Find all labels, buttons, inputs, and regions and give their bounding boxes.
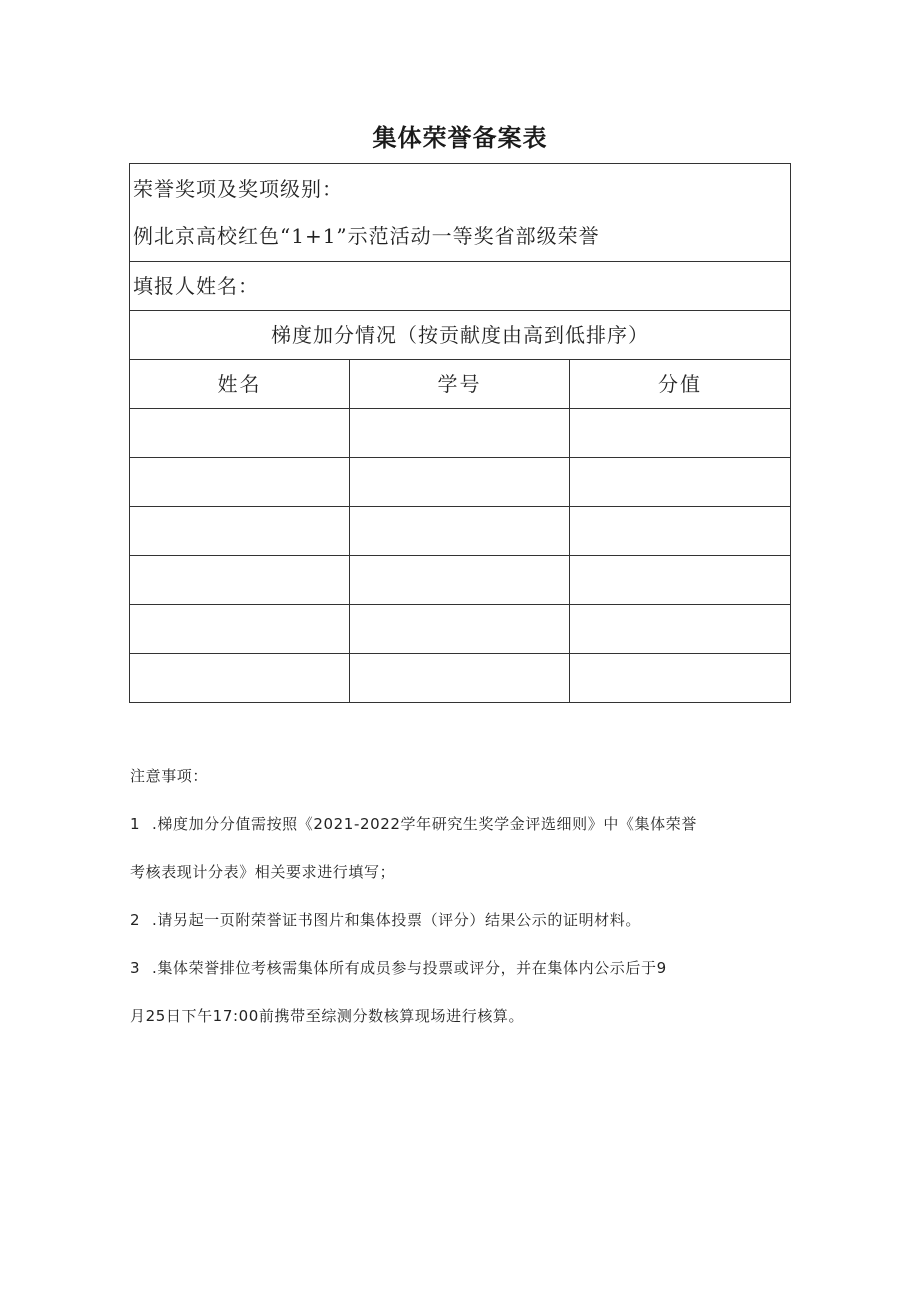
column-header-score: 分值 bbox=[570, 360, 791, 409]
score-cell[interactable] bbox=[570, 556, 791, 605]
student-id-cell[interactable] bbox=[350, 507, 570, 556]
name-cell[interactable] bbox=[130, 556, 350, 605]
note-item-3-line-1 bbox=[130, 952, 790, 1000]
notes-section bbox=[130, 760, 790, 1048]
name-cell[interactable] bbox=[130, 458, 350, 507]
column-header-name: 姓名 bbox=[130, 360, 350, 409]
name-cell[interactable] bbox=[130, 409, 350, 458]
student-id-cell[interactable] bbox=[350, 654, 570, 703]
award-label: 荣誉奖项及奖项级别： bbox=[133, 177, 343, 201]
note-item-2 bbox=[130, 904, 790, 952]
gradient-heading: 梯度加分情况（按贡献度由高到低排序） bbox=[130, 311, 791, 360]
note-text: .集体荣誉排位考核需集体所有成员参与投票或评分，并在集体内公示后于9 bbox=[152, 959, 667, 977]
score-cell[interactable] bbox=[570, 507, 791, 556]
column-header-student-id: 学号 bbox=[350, 360, 570, 409]
score-cell[interactable] bbox=[570, 605, 791, 654]
filler-name-field[interactable]: 填报人姓名： bbox=[130, 262, 791, 311]
student-id-cell[interactable] bbox=[350, 409, 570, 458]
award-example: 例北京高校红色“1+1”示范活动一等奖省部级荣誉 bbox=[133, 224, 600, 248]
honor-record-form bbox=[129, 163, 791, 703]
note-text: 考核表现计分表》相关要求进行填写； bbox=[130, 863, 396, 881]
note-number: 3 bbox=[130, 959, 141, 977]
student-id-cell[interactable] bbox=[350, 556, 570, 605]
score-cell[interactable] bbox=[570, 654, 791, 703]
note-item-1-line-1 bbox=[130, 808, 790, 856]
note-item-3-line-2 bbox=[130, 1000, 790, 1048]
note-text: .请另起一页附荣誉证书图片和集体投票（评分）结果公示的证明材料。 bbox=[152, 911, 641, 929]
notes-heading: 注意事项： bbox=[130, 767, 209, 785]
note-text: .梯度加分分值需按照《2021-2022学年研究生奖学金评选细则》中《集体荣誉 bbox=[152, 815, 697, 833]
note-number: 1 bbox=[130, 815, 141, 833]
page-title: 集体荣誉备案表 bbox=[372, 124, 548, 152]
note-number: 2 bbox=[130, 911, 141, 929]
award-field[interactable] bbox=[130, 164, 791, 262]
score-cell[interactable] bbox=[570, 409, 791, 458]
student-id-cell[interactable] bbox=[350, 605, 570, 654]
note-item-1-line-2 bbox=[130, 856, 790, 904]
name-cell[interactable] bbox=[130, 605, 350, 654]
table-row bbox=[130, 556, 791, 605]
table-row bbox=[130, 654, 791, 703]
name-cell[interactable] bbox=[130, 507, 350, 556]
table-row bbox=[130, 458, 791, 507]
student-id-cell[interactable] bbox=[350, 458, 570, 507]
name-cell[interactable] bbox=[130, 654, 350, 703]
table-row bbox=[130, 605, 791, 654]
table-row bbox=[130, 507, 791, 556]
note-text: 月25日下午17:00前携带至综测分数核算现场进行核算。 bbox=[130, 1007, 525, 1025]
score-cell[interactable] bbox=[570, 458, 791, 507]
table-row bbox=[130, 409, 791, 458]
